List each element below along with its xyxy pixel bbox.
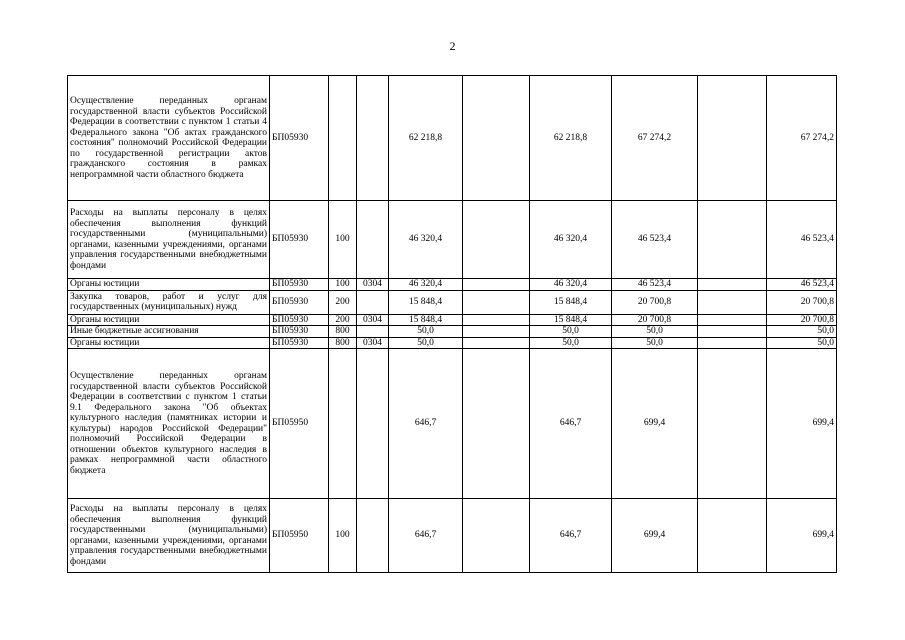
expense-type-code: 800 — [329, 337, 357, 349]
amount-col-4: 699,4 — [612, 499, 698, 573]
amount-col-2 — [463, 314, 530, 326]
row-description: Осуществление переданных органам государственной власти субъектов Российской Федерации в соответствии с пунктом 1 статьи 4 Федерального закона "Об актах гражданского состояния" полномочий Российской Федерации по государственной регистрации актов гражданского состояния в рамках непрограммной части областного бюджета — [68, 76, 270, 201]
section-code — [357, 349, 389, 499]
amount-col-3: 646,7 — [530, 349, 612, 499]
amount-col-4: 50,0 — [612, 326, 698, 338]
section-code: 0304 — [357, 337, 389, 349]
amount-col-5 — [698, 279, 767, 291]
section-code — [357, 290, 389, 314]
amount-col-2 — [463, 279, 530, 291]
expense-type-code: 200 — [329, 290, 357, 314]
amount-col-5 — [698, 499, 767, 573]
row-description: Органы юстиции — [68, 279, 270, 291]
row-description: Осуществление переданных органам государственной власти субъектов Российской Федерации в соответствии с пунктом 1 статьи 9.1 Федерального закона "Об объектах культурного наследия (памятниках истории и культуры) народов Российской Федерации" полномочий Российской Федерации в отношении объектов культурного наследия в рамках непрограммной части областного бюджета — [68, 349, 270, 499]
expense-type-code: 800 — [329, 326, 357, 338]
amount-col-1: 62 218,8 — [389, 76, 463, 201]
amount-col-2 — [463, 337, 530, 349]
amount-col-5 — [698, 326, 767, 338]
amount-col-4: 46 523,4 — [612, 201, 698, 279]
target-article-code: БП05950 — [270, 349, 329, 499]
row-description: Органы юстиции — [68, 314, 270, 326]
amount-col-3: 646,7 — [530, 499, 612, 573]
section-code — [357, 499, 389, 573]
section-code: 0304 — [357, 314, 389, 326]
target-article-code: БП05930 — [270, 279, 329, 291]
amount-col-4: 50,0 — [612, 337, 698, 349]
expense-type-code — [329, 349, 357, 499]
amount-col-3: 15 848,4 — [530, 290, 612, 314]
amount-col-2 — [463, 349, 530, 499]
amount-col-2 — [463, 326, 530, 338]
table-row — [68, 337, 837, 349]
row-description: Расходы на выплаты персоналу в целях обеспечения выполнения функций государственными (муниципальными) органами, казенными учреждениями, органами управления государственными внебюджетными фондами — [68, 201, 270, 279]
amount-col-1: 46 320,4 — [389, 279, 463, 291]
amount-col-5 — [698, 337, 767, 349]
amount-col-5 — [698, 290, 767, 314]
amount-col-5 — [698, 76, 767, 201]
amount-col-4: 67 274,2 — [612, 76, 698, 201]
table-row — [68, 314, 837, 326]
amount-col-5 — [698, 314, 767, 326]
page-number: 2 — [449, 39, 456, 53]
amount-col-6: 20 700,8 — [767, 290, 837, 314]
amount-col-6: 20 700,8 — [767, 314, 837, 326]
amount-col-4: 20 700,8 — [612, 290, 698, 314]
row-description: Закупка товаров, работ и услуг для государственных (муниципальных) нужд — [68, 290, 270, 314]
table-row — [68, 326, 837, 338]
row-description: Иные бюджетные ассигнования — [68, 326, 270, 338]
target-article-code: БП05930 — [270, 314, 329, 326]
expense-type-code: 100 — [329, 279, 357, 291]
amount-col-4: 46 523,4 — [612, 279, 698, 291]
row-description: Расходы на выплаты персоналу в целях обеспечения выполнения функций государственными (муниципальными) органами, казенными учреждениями, органами управления государственными внебюджетными фондами — [68, 499, 270, 573]
amount-col-2 — [463, 76, 530, 201]
table-row — [68, 290, 837, 314]
amount-col-3: 15 848,4 — [530, 314, 612, 326]
table-row — [68, 349, 837, 499]
target-article-code: БП05930 — [270, 290, 329, 314]
amount-col-2 — [463, 499, 530, 573]
amount-col-4: 699,4 — [612, 349, 698, 499]
target-article-code: БП05930 — [270, 326, 329, 338]
target-article-code: БП05950 — [270, 499, 329, 573]
table-row — [68, 279, 837, 291]
expense-type-code — [329, 76, 357, 201]
budget-table — [67, 75, 837, 573]
amount-col-1: 646,7 — [389, 499, 463, 573]
section-code — [357, 326, 389, 338]
amount-col-3: 46 320,4 — [530, 279, 612, 291]
amount-col-2 — [463, 201, 530, 279]
amount-col-6: 699,4 — [767, 499, 837, 573]
target-article-code: БП05930 — [270, 337, 329, 349]
amount-col-6: 46 523,4 — [767, 201, 837, 279]
target-article-code: БП05930 — [270, 76, 329, 201]
amount-col-6: 67 274,2 — [767, 76, 837, 201]
amount-col-2 — [463, 290, 530, 314]
amount-col-6: 699,4 — [767, 349, 837, 499]
row-description: Органы юстиции — [68, 337, 270, 349]
amount-col-6: 50,0 — [767, 337, 837, 349]
amount-col-6: 46 523,4 — [767, 279, 837, 291]
expense-type-code: 100 — [329, 201, 357, 279]
amount-col-6: 50,0 — [767, 326, 837, 338]
table-row — [68, 499, 837, 573]
section-code — [357, 76, 389, 201]
expense-type-code: 200 — [329, 314, 357, 326]
expense-type-code: 100 — [329, 499, 357, 573]
target-article-code: БП05930 — [270, 201, 329, 279]
amount-col-1: 15 848,4 — [389, 290, 463, 314]
amount-col-3: 50,0 — [530, 337, 612, 349]
amount-col-1: 15 848,4 — [389, 314, 463, 326]
section-code — [357, 201, 389, 279]
amount-col-1: 646,7 — [389, 349, 463, 499]
amount-col-1: 50,0 — [389, 337, 463, 349]
amount-col-5 — [698, 349, 767, 499]
amount-col-3: 50,0 — [530, 326, 612, 338]
amount-col-3: 62 218,8 — [530, 76, 612, 201]
amount-col-4: 20 700,8 — [612, 314, 698, 326]
amount-col-1: 46 320,4 — [389, 201, 463, 279]
amount-col-1: 50,0 — [389, 326, 463, 338]
amount-col-5 — [698, 201, 767, 279]
table-row — [68, 201, 837, 279]
amount-col-3: 46 320,4 — [530, 201, 612, 279]
table-row — [68, 76, 837, 201]
section-code: 0304 — [357, 279, 389, 291]
